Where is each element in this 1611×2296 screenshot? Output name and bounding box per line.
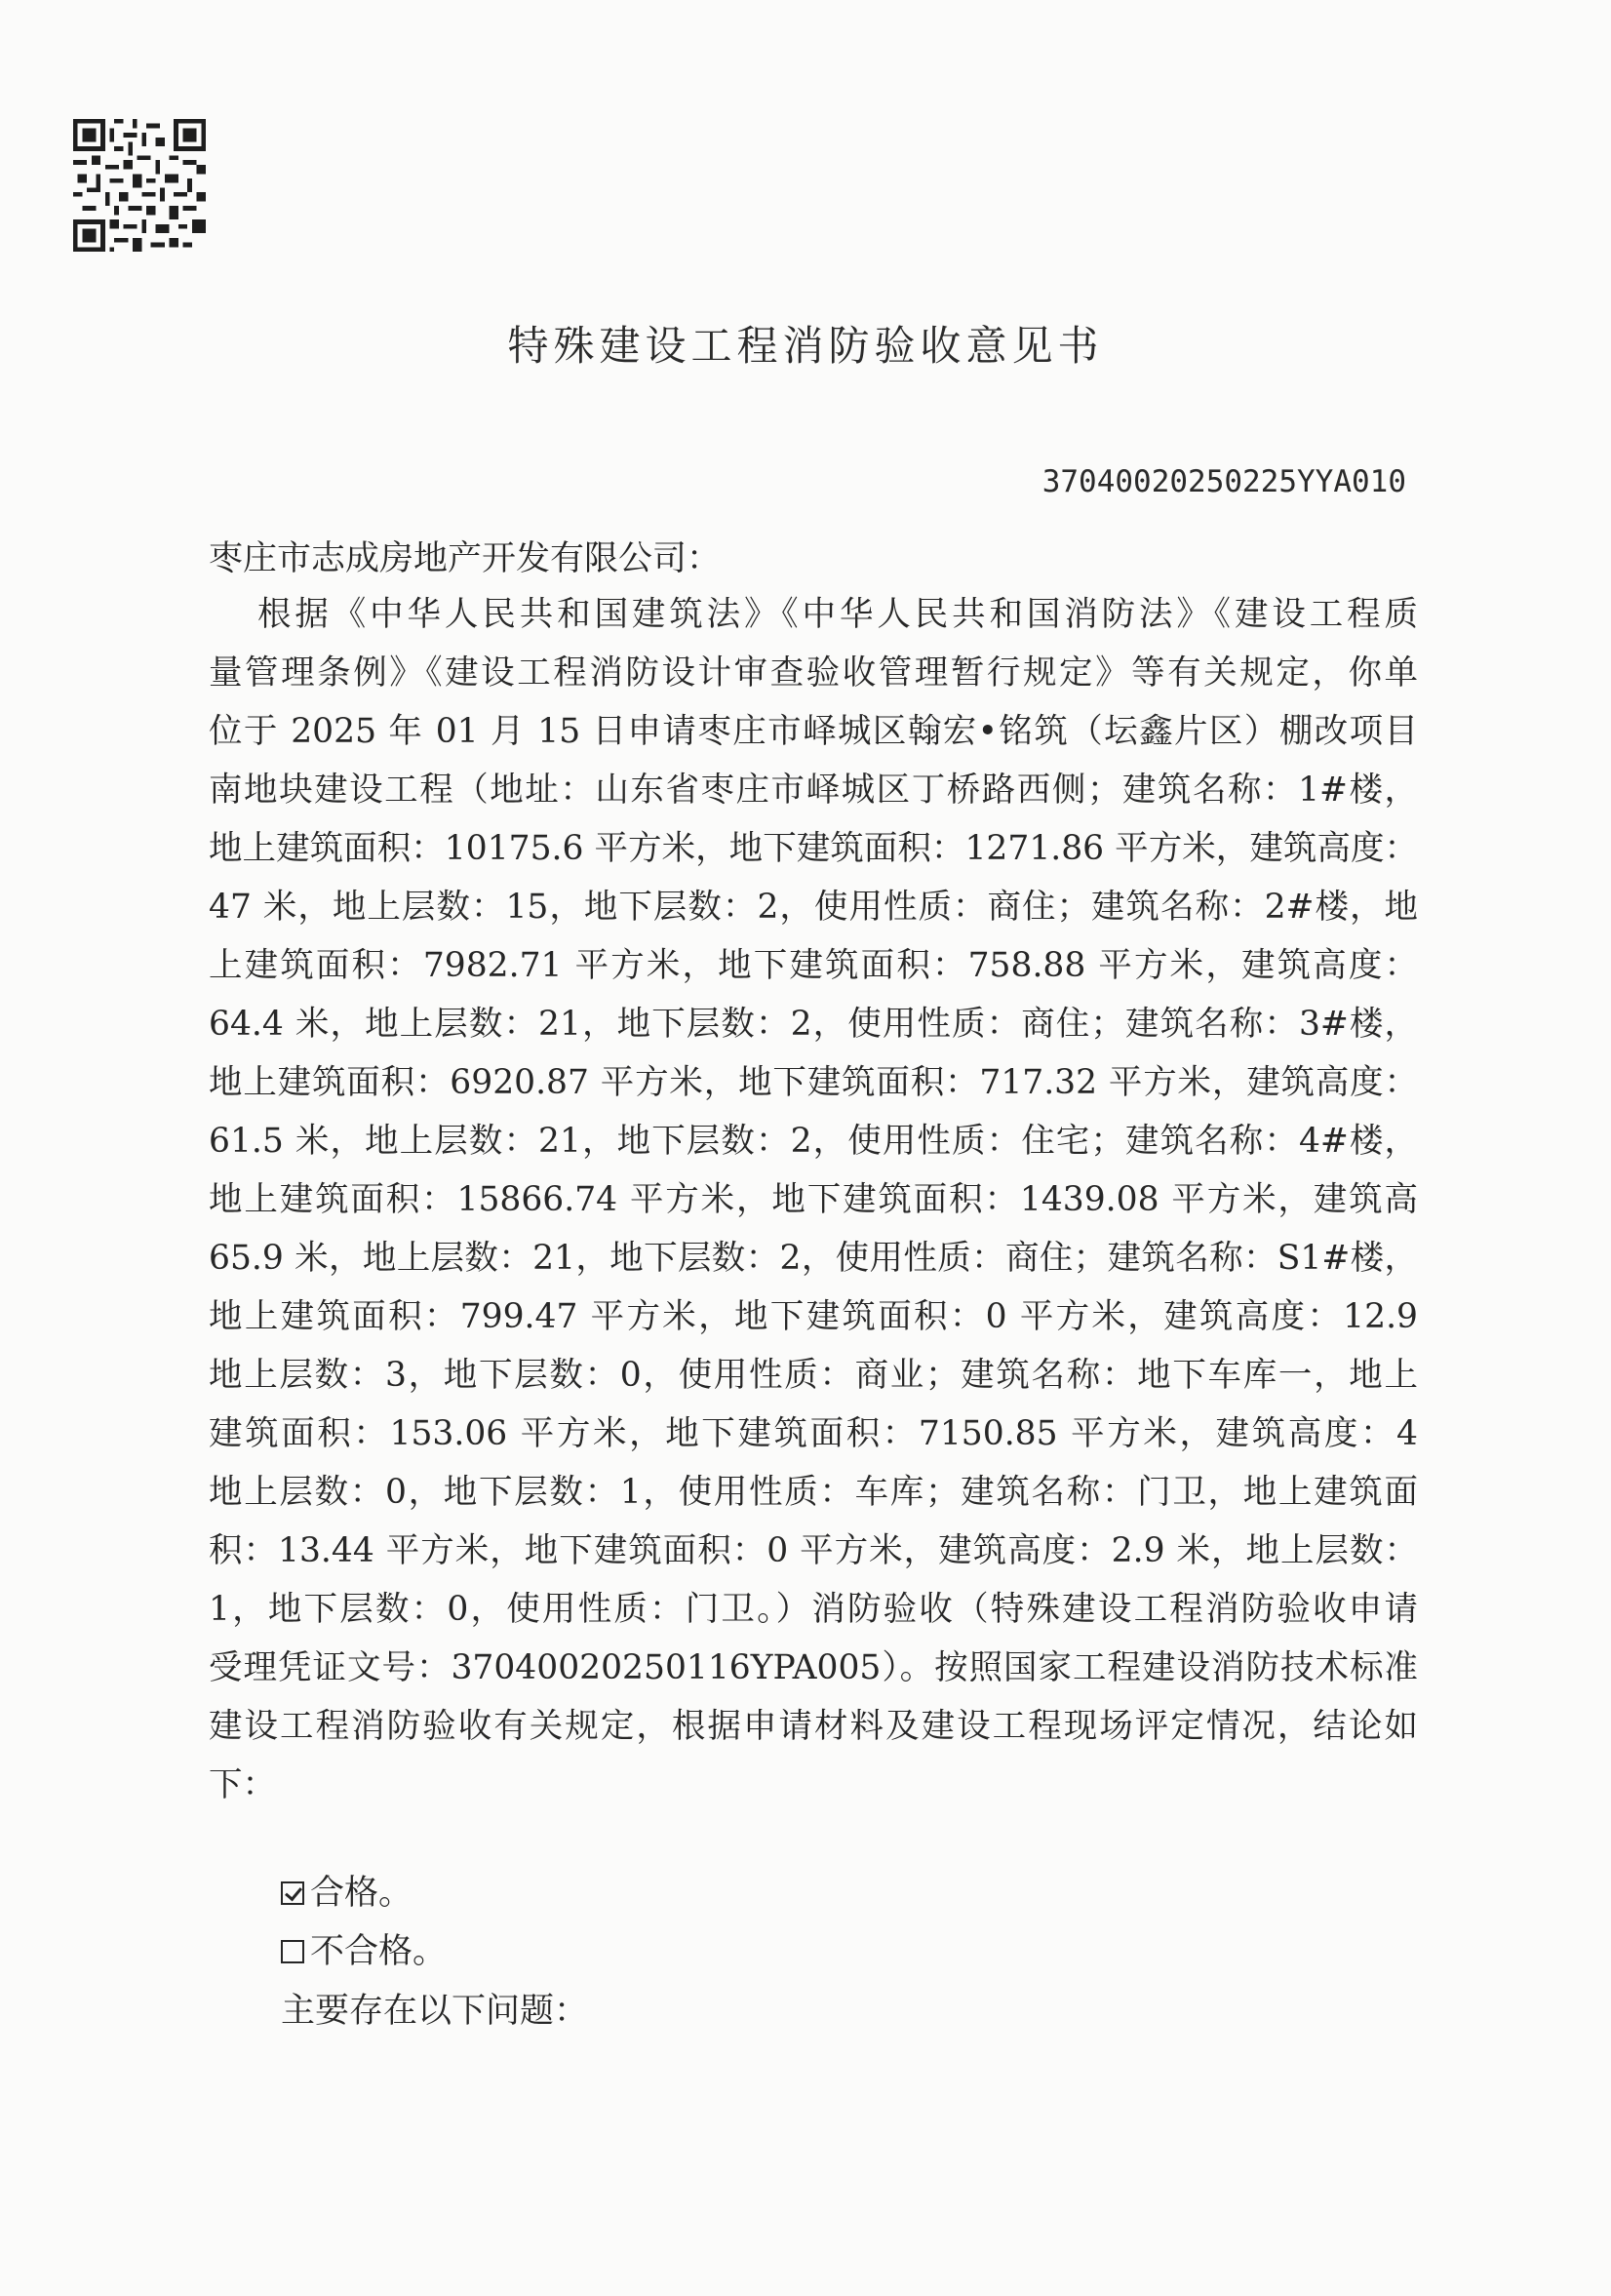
document-title: 特殊建设工程消防验收意见书 [507, 322, 1104, 370]
option-unqualified [281, 1922, 447, 1981]
body-line: 61.5 米，地上层数：21，地下层数：2，使用性质：住宅；建筑名称：4#楼， [209, 1122, 1418, 1161]
body-line: 47 米，地上层数：15，地下层数：2，使用性质：商住；建筑名称：2#楼，地 [209, 888, 1418, 927]
body-line: 地上建筑面积：10175.6 平方米，地下建筑面积：1271.86 平方米，建筑高度： [209, 829, 1418, 868]
option-label: 合格。 [310, 1874, 413, 1913]
option-qualified [281, 1864, 447, 1922]
body-line: 下： [209, 1765, 276, 1804]
body-line: 建设工程消防验收有关规定，根据申请材料及建设工程现场评定情况，结论如 [209, 1707, 1418, 1746]
body-line: 地上建筑面积：6920.87 平方米，地下建筑面积：717.32 平方米，建筑高度： [209, 1063, 1418, 1102]
body-line: 量管理条例》《建设工程消防设计审查验收管理暂行规定》等有关规定，你单 [209, 653, 1418, 693]
conclusion-options [281, 1864, 447, 1981]
empty-checkbox-icon [281, 1940, 304, 1963]
body-line: 积：13.44 平方米，地下建筑面积：0 平方米，建筑高度：2.9 米，地上层数： [209, 1531, 1418, 1570]
body-line: 65.9 米，地上层数：21，地下层数：2，使用性质：商住；建筑名称：S1#楼， [209, 1239, 1418, 1278]
document-number: 37040020250225YYA010 [1041, 464, 1406, 499]
body-line: 地上建筑面积：15866.74 平方米，地下建筑面积：1439.08 平方米，建筑高 [209, 1180, 1418, 1219]
body-line: 位于 2025 年 01 月 15 日申请枣庄市峄城区翰宏•铭筑（坛鑫片区）棚改项目 [209, 712, 1418, 751]
qr-code-icon [73, 119, 206, 252]
body-line: 根据《中华人民共和国建筑法》《中华人民共和国消防法》《建设工程质 [257, 595, 1418, 634]
recipient-line: 枣庄市志成房地产开发有限公司： [209, 539, 722, 578]
body-line: 受理凭证文号：37040020250116YPA005）。按照国家工程建设消防技术标准 [209, 1648, 1418, 1687]
issues-label: 主要存在以下问题： [281, 1992, 589, 2031]
body-line: 地上层数：3，地下层数：0，使用性质：商业；建筑名称：地下车库一，地上 [209, 1356, 1418, 1395]
option-label: 不合格。 [310, 1932, 448, 1971]
document-body [209, 585, 1418, 1814]
body-line: 地上建筑面积：799.47 平方米，地下建筑面积：0 平方米，建筑高度：12.9 [209, 1297, 1418, 1336]
body-line: 上建筑面积：7982.71 平方米，地下建筑面积：758.88 平方米，建筑高度： [209, 946, 1418, 985]
body-line: 建筑面积：153.06 平方米，地下建筑面积：7150.85 平方米，建筑高度：4 [209, 1414, 1418, 1453]
body-line: 南地块建设工程（地址：山东省枣庄市峄城区丁桥路西侧；建筑名称：1#楼， [209, 771, 1418, 810]
checked-checkbox-icon [281, 1881, 304, 1905]
body-line: 64.4 米，地上层数：21，地下层数：2，使用性质：商住；建筑名称：3#楼， [209, 1005, 1418, 1044]
body-line: 1，地下层数：0，使用性质：门卫。）消防验收（特殊建设工程消防验收申请 [209, 1590, 1418, 1629]
body-line: 地上层数：0，地下层数：1，使用性质：车库；建筑名称：门卫，地上建筑面 [209, 1473, 1418, 1512]
